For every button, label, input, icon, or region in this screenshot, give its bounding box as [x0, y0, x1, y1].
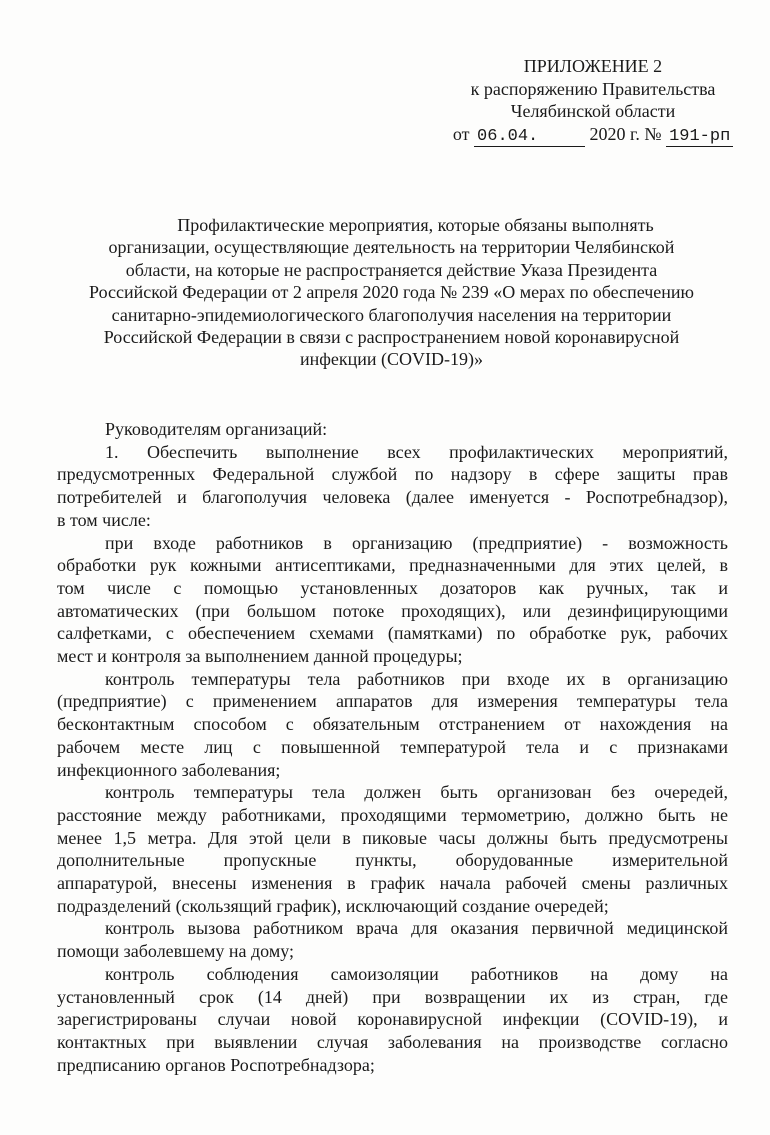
year-text: 2020 г. № [589, 123, 662, 144]
paragraph-line: мест и контроля за выполнением данной процедуры; [57, 646, 463, 667]
paragraph-line: контроль вызова работником врача для оказания первичной медицинской [105, 918, 728, 939]
paragraph-line: подразделений (скользящий график), исключающий создание очередей; [57, 895, 609, 916]
title-line: Российской Федерации в связи с распространением новой коронавирусной [103, 327, 680, 348]
paragraph [57, 668, 728, 782]
paragraph-line: аппаратурой, внесены изменения в график начала рабочей смены различных [57, 873, 728, 894]
title-line: организации, осуществляющие деятельность на территории Челябинской [108, 237, 675, 258]
paragraph-line: помощи заболевшему на дому; [57, 941, 294, 962]
paragraph-line: 1. Обеспечить выполнение всех профилактических мероприятий, [105, 441, 728, 462]
document-title [55, 214, 728, 371]
paragraph-line: контроль соблюдения самоизоляции работников на дому на [105, 963, 728, 984]
paragraph-line: салфетками, с обеспечением схемами (памятками) по обработке рук, рабочих [57, 623, 728, 644]
title-line: инфекции (COVID-19)» [299, 349, 484, 370]
paragraph [57, 781, 728, 917]
title-line: Российской Федерации от 2 апреля 2020 года № 239 «О мерах по обеспечению [89, 282, 694, 303]
appendix-line-2: к распоряжению Правительства [470, 78, 716, 99]
appendix-title: ПРИЛОЖЕНИЕ 2 [523, 56, 663, 76]
appendix-date-line [420, 123, 766, 147]
number-field: 191-рп [666, 128, 733, 147]
paragraph-line: предусмотренных Федеральной службой по надзору в сфере защиты прав [57, 464, 728, 485]
paragraph-line: контроль температуры тела работников при входе их в организацию [105, 668, 728, 689]
paragraph-line: потребителей и благополучия человека (далее именуется - Роспотребнадзор), [57, 487, 728, 508]
paragraph-line: установленный срок (14 дней) при возвращении их из стран, где [57, 986, 728, 1007]
paragraphs [57, 441, 728, 1077]
appendix-line-3: Челябинской области [510, 101, 676, 121]
paragraph-line: предписанию органов Роспотребнадзора; [57, 1054, 375, 1075]
title-line: Профилактические мероприятия, которые обязаны выполнять [177, 215, 654, 235]
paragraph [57, 532, 728, 668]
title-line: санитарно-эпидемиологического благополучия населения на территории [111, 304, 672, 325]
paragraph-line: инфекционного заболевания; [57, 759, 281, 780]
paragraph-line: рабочем месте лиц с повышенной температурой тела и с признаками [57, 736, 728, 757]
date-field: 06.04. [474, 128, 585, 147]
addressee: Руководителям организаций: [105, 419, 328, 439]
paragraph [57, 963, 728, 1077]
paragraph-line: обработки рук кожными антисептиками, предназначенными для этих целей, в [57, 555, 728, 576]
paragraph [57, 917, 728, 962]
paragraph-line: контактных при выявлении случая заболевания на производстве согласно [57, 1031, 728, 1052]
paragraph-line: бесконтактным способом с обязательным отстранением от нахождения на [57, 714, 728, 735]
title-line: области, на которые не распространяется действие Указа Президента [125, 259, 658, 280]
paragraph-line: дополнительные пропускные пункты, оборудованные измерительной [57, 850, 728, 871]
paragraph-line: автоматических (при большом потоке проходящих), или дезинфицирующими [57, 600, 728, 621]
paragraph-line: (предприятие) с применением аппаратов для измерения температуры тела [57, 691, 728, 712]
paragraph-line: в том числе: [57, 509, 151, 530]
paragraph [57, 441, 728, 532]
paragraph-line: зарегистрированы случаи новой коронавирусной инфекции (COVID-19), и [57, 1009, 728, 1030]
paragraph-line: том числе с помощью установленных дозаторов как ручных, так и [57, 577, 728, 598]
paragraph-line: при входе работников в организацию (предприятие) - возможность [105, 532, 728, 553]
document-body [57, 418, 728, 1076]
appendix-header [420, 55, 766, 147]
date-prefix: от [452, 123, 470, 144]
paragraph-line: менее 1,5 метра. Для этой цели в пиковые часы должны быть предусмотрены [57, 827, 728, 848]
paragraph-line: расстояние между работниками, проходящими термометрию, должно быть не [57, 804, 728, 825]
paragraph-line: контроль температуры тела должен быть организован без очередей, [105, 782, 728, 803]
